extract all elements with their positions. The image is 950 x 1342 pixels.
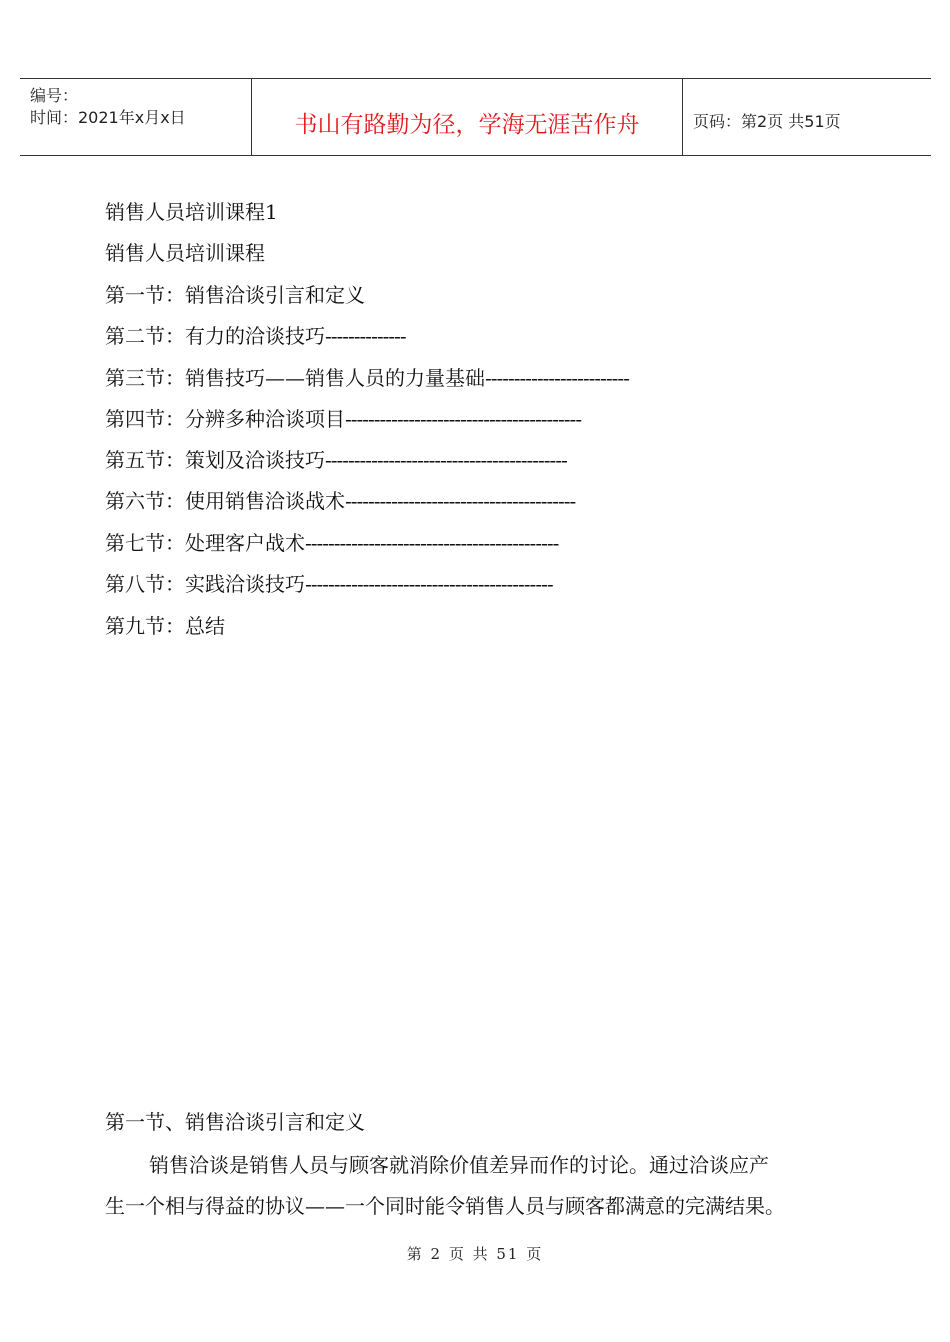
toc-line <box>105 568 553 597</box>
toc-line-text: 销售人员培训课程 <box>105 241 265 265</box>
header-page-cell <box>683 79 931 155</box>
toc-line-text: 第七节：处理客户战术 <box>105 531 305 555</box>
toc-leader-dashes: ---------------------------------------- <box>345 489 576 513</box>
toc-line <box>105 362 629 391</box>
toc-leader-dashes: -------------------------------------------- <box>305 531 559 555</box>
toc-line <box>105 196 278 225</box>
toc-leader-dashes: -------------- <box>325 324 406 348</box>
toc-line-text: 第九节：总结 <box>105 614 225 638</box>
toc-leader-dashes: ------------------------------------------- <box>305 572 553 596</box>
toc-line <box>105 527 558 556</box>
toc-line-text: 第五节：策划及洽谈技巧 <box>105 448 325 472</box>
toc-line <box>105 320 406 349</box>
section-paragraph-line: 销售洽谈是销售人员与顾客就消除价值差异而作的讨论。通过洽谈应产 <box>149 1153 769 1177</box>
toc-leader-dashes: ----------------------------------------- <box>345 407 582 431</box>
header-page-number: 页码：第2页 共51页 <box>693 112 841 131</box>
toc-line-text: 第一节：销售洽谈引言和定义 <box>105 283 365 307</box>
section-heading: 第一节、销售洽谈引言和定义 <box>105 1110 365 1134</box>
toc-line <box>105 610 225 639</box>
document-header <box>20 78 931 156</box>
toc-leader-dashes: ------------------------- <box>485 366 629 390</box>
toc-line-text: 第四节：分辨多种洽谈项目 <box>105 407 345 431</box>
page-footer: 第 2 页 共 51 页 <box>406 1245 544 1263</box>
toc-line-text: 销售人员培训课程1 <box>105 200 278 224</box>
toc-line-text: 第三节：销售技巧——销售人员的力量基础 <box>105 366 485 390</box>
serial-number-label: 编号： <box>30 86 79 105</box>
header-motto-cell <box>252 79 683 155</box>
toc-line <box>105 444 567 473</box>
toc-line-text: 第六节：使用销售洽谈战术 <box>105 489 345 513</box>
section-paragraph-line: 生一个相与得益的协议——一个同时能令销售人员与顾客都满意的完满结果。 <box>105 1194 785 1218</box>
header-meta-cell <box>20 79 252 155</box>
toc-line <box>105 237 265 266</box>
toc-leader-dashes: ------------------------------------------ <box>325 448 567 472</box>
time-label: 时间：2021年x月x日 <box>30 108 186 127</box>
toc-line-text: 第二节：有力的洽谈技巧 <box>105 324 325 348</box>
toc-line-text: 第八节：实践洽谈技巧 <box>105 572 305 596</box>
toc-line <box>105 279 365 308</box>
toc-line <box>105 403 581 432</box>
header-motto: 书山有路勤为径，学海无涯苦作舟 <box>294 112 640 138</box>
toc-line <box>105 485 575 514</box>
